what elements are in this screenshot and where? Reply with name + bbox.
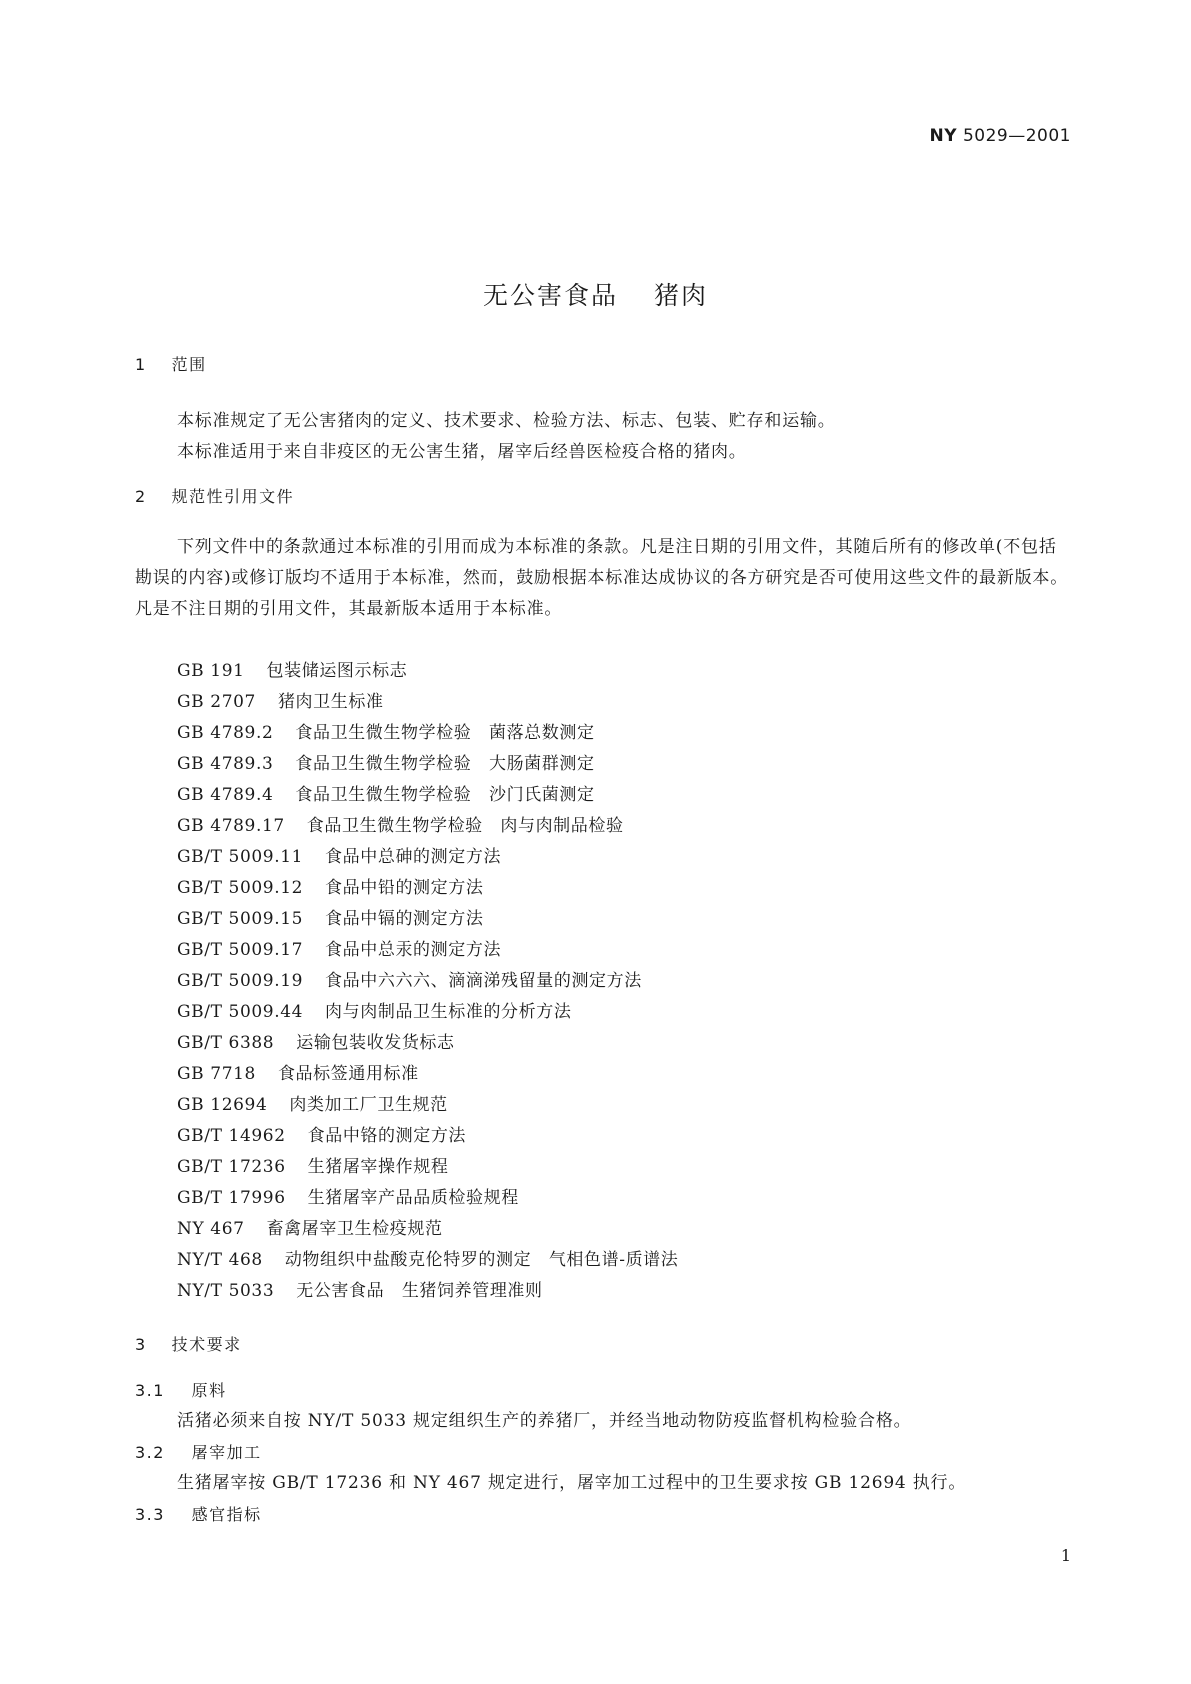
section-2-heading xyxy=(135,484,294,507)
reference-code: NY 467 xyxy=(177,1219,245,1239)
reference-title: 食品卫生微生物学检验 肉与肉制品检验 xyxy=(306,816,624,836)
subsection-title: 屠宰加工 xyxy=(191,1443,262,1462)
section-number: 3 xyxy=(135,1335,147,1354)
title-part-1: 无公害食品 xyxy=(482,281,618,310)
reference-code: GB/T 5009.11 xyxy=(177,847,304,867)
reference-title: 肉与肉制品卫生标准的分析方法 xyxy=(325,1002,572,1022)
document-title xyxy=(0,276,1191,312)
reference-item xyxy=(177,1245,678,1276)
subsection-title: 原料 xyxy=(191,1381,227,1400)
reference-code: GB/T 5009.44 xyxy=(177,1002,304,1022)
section-number: 2 xyxy=(135,487,147,506)
scope-paragraph-2: 本标准适用于来自非疫区的无公害生猪，屠宰后经兽医检疫合格的猪肉。 xyxy=(177,442,747,462)
reference-title: 肉类加工厂卫生规范 xyxy=(289,1095,448,1115)
reference-title: 食品中铅的测定方法 xyxy=(325,878,484,898)
reference-list xyxy=(177,656,678,1307)
reference-item xyxy=(177,1121,678,1152)
reference-title: 食品卫生微生物学检验 大肠菌群测定 xyxy=(295,754,595,774)
subsection-number: 3.2 xyxy=(135,1443,165,1462)
scope-paragraph-1: 本标准规定了无公害猪肉的定义、技术要求、检验方法、标志、包装、贮存和运输。 xyxy=(177,411,836,431)
references-intro: 下列文件中的条款通过本标准的引用而成为本标准的条款。凡是注日期的引用文件，其随后所有的修改单(不包括勘误的内容)或修订版均不适用于本标准，然而，鼓励根据本标准达成协议的各方研究是否可使用这些文件的最新版本。凡是不注日期的引用文件，其最新版本适用于本标准。 xyxy=(135,537,1069,619)
reference-item xyxy=(177,1059,678,1090)
reference-code: GB/T 5009.19 xyxy=(177,971,304,991)
reference-code: GB/T 5009.17 xyxy=(177,940,304,960)
section-3-3-heading xyxy=(135,1502,262,1525)
reference-title: 动物组织中盐酸克伦特罗的测定 气相色谱-质谱法 xyxy=(284,1250,679,1270)
section-title: 技术要求 xyxy=(171,1335,242,1354)
reference-title: 食品中总汞的测定方法 xyxy=(325,940,502,960)
reference-title: 食品中六六六、滴滴涕残留量的测定方法 xyxy=(325,971,642,991)
reference-code: GB 4789.3 xyxy=(177,754,274,774)
section-number: 1 xyxy=(135,355,147,374)
reference-item xyxy=(177,904,678,935)
reference-title: 无公害食品 生猪饲养管理准则 xyxy=(296,1281,543,1301)
reference-code: GB/T 6388 xyxy=(177,1033,275,1053)
reference-code: GB 4789.4 xyxy=(177,785,274,805)
reference-item xyxy=(177,1090,678,1121)
reference-title: 食品卫生微生物学检验 菌落总数测定 xyxy=(295,723,595,743)
reference-item xyxy=(177,811,678,842)
section-3-1-heading xyxy=(135,1378,227,1401)
reference-item xyxy=(177,997,678,1028)
subsection-number: 3.1 xyxy=(135,1381,165,1400)
reference-title: 食品中总砷的测定方法 xyxy=(325,847,502,867)
reference-code: GB 12694 xyxy=(177,1095,268,1115)
reference-code: GB/T 5009.15 xyxy=(177,909,304,929)
reference-code: GB 2707 xyxy=(177,692,256,712)
reference-item xyxy=(177,656,678,687)
reference-item xyxy=(177,1214,678,1245)
section-3-heading xyxy=(135,1332,242,1355)
reference-item xyxy=(177,687,678,718)
reference-title: 食品卫生微生物学检验 沙门氏菌测定 xyxy=(295,785,595,805)
title-part-2: 猪肉 xyxy=(654,281,709,310)
reference-title: 食品中镉的测定方法 xyxy=(325,909,484,929)
section-title: 规范性引用文件 xyxy=(171,487,295,506)
reference-title: 畜禽屠宰卫生检疫规范 xyxy=(266,1219,443,1239)
reference-code: GB 4789.17 xyxy=(177,816,285,836)
reference-item xyxy=(177,1183,678,1214)
section-title: 范围 xyxy=(171,355,207,374)
standard-code-prefix: NY xyxy=(929,126,958,146)
reference-item xyxy=(177,842,678,873)
reference-code: NY/T 5033 xyxy=(177,1281,275,1301)
reference-code: GB 7718 xyxy=(177,1064,256,1084)
reference-code: GB 191 xyxy=(177,661,245,681)
reference-item xyxy=(177,718,678,749)
reference-code: GB 4789.2 xyxy=(177,723,274,743)
reference-item xyxy=(177,780,678,811)
reference-title: 包装储运图示标志 xyxy=(266,661,408,681)
reference-item xyxy=(177,1276,678,1307)
page-number: 1 xyxy=(1060,1546,1071,1565)
reference-code: GB/T 17996 xyxy=(177,1188,286,1208)
section-1-heading xyxy=(135,352,207,375)
reference-item xyxy=(177,935,678,966)
reference-title: 生猪屠宰操作规程 xyxy=(307,1157,449,1177)
reference-code: GB/T 5009.12 xyxy=(177,878,304,898)
reference-item xyxy=(177,1152,678,1183)
section-3-2-heading xyxy=(135,1440,262,1463)
reference-item xyxy=(177,749,678,780)
slaughter-paragraph: 生猪屠宰按 GB/T 17236 和 NY 467 规定进行，屠宰加工过程中的卫生要求按 GB 12694 执行。 xyxy=(177,1473,967,1493)
reference-code: GB/T 14962 xyxy=(177,1126,286,1146)
reference-code: NY/T 468 xyxy=(177,1250,263,1270)
subsection-title: 感官指标 xyxy=(191,1505,262,1524)
standard-code xyxy=(930,126,1071,146)
subsection-number: 3.3 xyxy=(135,1505,165,1524)
reference-code: GB/T 17236 xyxy=(177,1157,286,1177)
reference-item xyxy=(177,873,678,904)
reference-title: 食品中铬的测定方法 xyxy=(307,1126,467,1146)
reference-title: 运输包装收发货标志 xyxy=(296,1033,455,1053)
reference-item xyxy=(177,1028,678,1059)
reference-title: 生猪屠宰产品品质检验规程 xyxy=(307,1188,519,1208)
raw-material-paragraph: 活猪必须来自按 NY/T 5033 规定组织生产的养猪厂，并经当地动物防疫监督机构检验合格。 xyxy=(177,1411,912,1431)
reference-item xyxy=(177,966,678,997)
reference-title: 猪肉卫生标准 xyxy=(277,692,384,712)
reference-title: 食品标签通用标准 xyxy=(277,1064,419,1084)
standard-code-number: 5029—2001 xyxy=(962,126,1071,146)
